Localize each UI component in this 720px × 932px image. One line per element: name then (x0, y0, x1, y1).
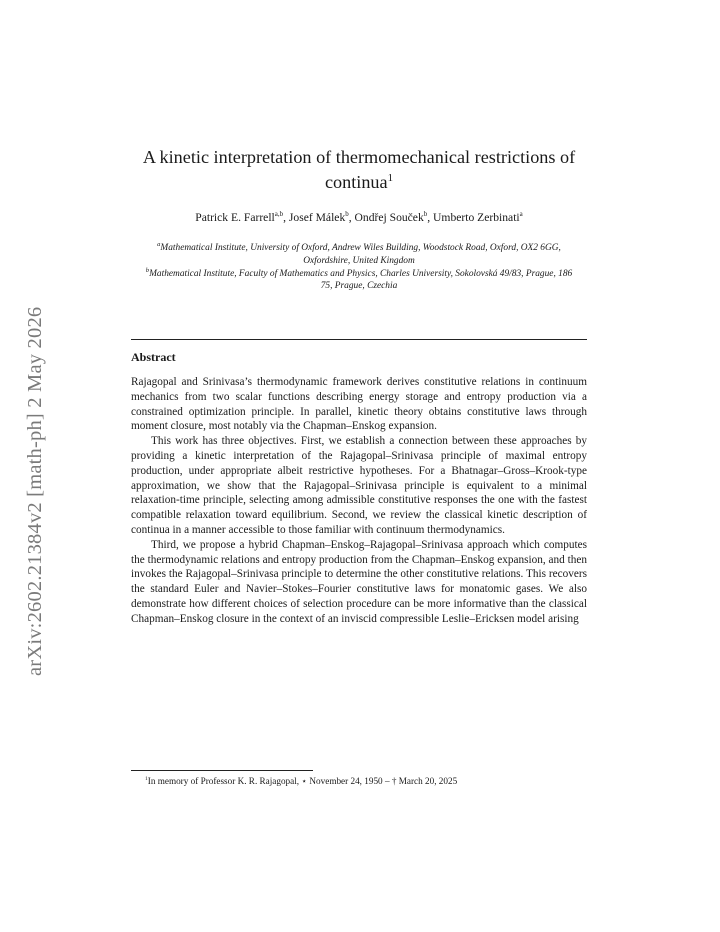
author-name: Umberto Zerbinati (433, 211, 520, 224)
author-affil-mark: a,b (274, 210, 284, 219)
abstract-heading: Abstract (131, 350, 176, 364)
abstract-paragraph: This work has three objectives. First, we establish a connection between these approaches by providing a kinetic interpretation of the Rajagopal–Srinivasa principle of maximal entropy production, under appropriate albeit restrictive hypotheses. For a Bhatnagar–Gross–Krook-type approximation, we show that the Rajagopal–Srinivasa principle is equivalent to a minimal relaxation-time principle, selecting among admissible constitutive responses the one with the fastest compatible relaxation toward equilibrium. Second, we review the classical kinetic description of continua in a manner accessible to those familiar with continuum thermodynamics. (131, 435, 587, 536)
abstract-paragraph: Third, we propose a hybrid Chapman–Enskog–Rajagopal–Srinivasa approach which computes the thermodynamic relations and entropy production from the Chapman–Enskog expansion, and then invokes the Rajagopal–Srinivasa principle to determine the other constitutive relations. This recovers the standard Euler and Navier–Stokes–Fourier constitutive laws for monatomic gases. We also demonstrate how different choices of selection procedure can be more informative than the classical Chapman–Enskog closure in the context of an inviscid compressible Leslie–Ericksen model arising (131, 538, 587, 625)
affiliation-text: Mathematical Institute, Faculty of Mathematics and Physics, Charles University, Sokolovská 49/83, Prague, 186 75, Prague, Czechia (149, 268, 573, 292)
paper-title (131, 145, 587, 195)
affiliation-mark: b (145, 266, 150, 274)
affiliation-item (141, 242, 577, 268)
paper-title-text: A kinetic interpretation of thermomechanical restrictions of continua (142, 147, 576, 192)
arxiv-identifier: arXiv:2602.21384v2 [math-ph] 2 May 2026 (24, 306, 46, 676)
abstract-top-rule (131, 339, 587, 340)
footnote-rule (131, 770, 313, 771)
author-name: Josef Málek (288, 211, 346, 224)
author-name: Patrick E. Farrell (195, 211, 275, 224)
author-affil-mark: b (423, 210, 428, 219)
author-list: Patrick E. Farrell$^{a,b}$, Josef Málek$^b$, Ondřej Souček$^b$, Umberto Zerbinati$^a$ (195, 210, 523, 224)
author-name: Ondřej Souček (354, 211, 424, 224)
affiliation-text: Mathematical Institute, University of Oxford, Andrew Wiles Building, Woodstock Road, Oxford, OX2 6GG, Oxfordshire, United Kingdom (160, 243, 561, 266)
footnote-mark: 1 (145, 775, 148, 782)
affiliation-list (141, 242, 577, 293)
affiliation-mark: a (157, 240, 161, 248)
author-affil-mark: a (519, 210, 523, 219)
affiliation-item (141, 268, 577, 294)
author-affil-mark: b (345, 210, 349, 219)
footnote-text: In memory of Professor K. R. Rajagopal, ⋆ November 24, 1950 – † March 20, 2025 (147, 776, 458, 786)
footnote (145, 775, 587, 787)
abstract-paragraph: Rajagopal and Srinivasa’s thermodynamic framework derives constitutive relations in continuum mechanics from two scalar functions describing energy storage and entropy production via a constrained optimization principle. In parallel, kinetic theory obtains constitutive laws through moment closure, most notably via the Chapman–Enskog expansion. (131, 376, 587, 433)
title-footnote-mark: 1 (387, 171, 394, 184)
abstract-body (131, 375, 587, 627)
